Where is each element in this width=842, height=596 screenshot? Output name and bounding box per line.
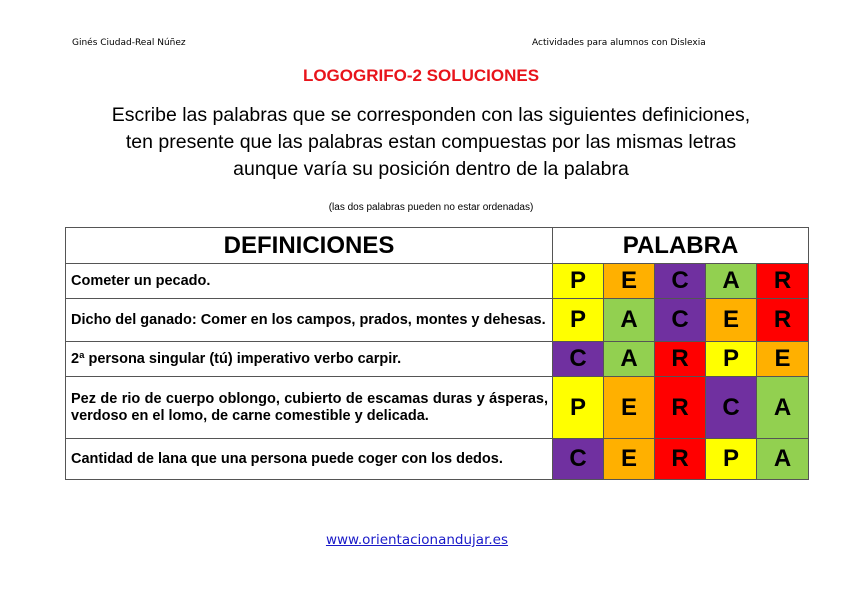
letter-cell: P: [706, 342, 757, 377]
header-subject: Actividades para alumnos con Dislexia: [532, 38, 706, 48]
letter-cell: P: [553, 377, 604, 439]
definition-cell: Cometer un pecado.: [66, 264, 553, 299]
letter-cell: A: [604, 342, 655, 377]
footer-link[interactable]: www.orientacionandujar.es: [325, 532, 509, 548]
page-title: LOGOGRIFO-2 SOLUCIONES: [302, 66, 540, 85]
definition-cell: 2ª persona singular (tú) imperativo verbo carpir.: [66, 342, 553, 377]
instructions: [60, 102, 802, 183]
letter-cell: R: [757, 299, 809, 342]
logogrifo-table: [65, 227, 809, 480]
header-author: Ginés Ciudad-Real Núñez: [72, 38, 186, 48]
instruction-line-2: ten presente que las palabras estan compuestas por las mismas letras: [125, 131, 737, 153]
letter-cell: A: [604, 299, 655, 342]
letter-cell: E: [706, 299, 757, 342]
table-row: [66, 377, 809, 439]
table-row: [66, 264, 809, 299]
letter-cell: P: [706, 439, 757, 480]
footer: [0, 532, 834, 548]
note: (las dos palabras pueden no estar ordenadas): [328, 202, 534, 213]
letter-cell: R: [655, 342, 706, 377]
column-header-word: PALABRA: [553, 228, 809, 264]
letter-cell: P: [553, 264, 604, 299]
letter-cell: A: [757, 377, 809, 439]
letter-cell: C: [553, 342, 604, 377]
letter-cell: E: [757, 342, 809, 377]
instruction-line-1: Escribe las palabras que se corresponden con las siguientes definiciones,: [111, 104, 751, 126]
letter-cell: C: [553, 439, 604, 480]
letter-cell: R: [757, 264, 809, 299]
instruction-line-3: aunque varía su posición dentro de la palabra: [233, 158, 629, 180]
letter-cell: E: [604, 264, 655, 299]
letter-cell: C: [655, 264, 706, 299]
column-header-definitions: DEFINICIONES: [66, 228, 553, 264]
letter-cell: E: [604, 439, 655, 480]
letter-cell: C: [706, 377, 757, 439]
table-row: [66, 299, 809, 342]
table-header-row: [66, 228, 809, 264]
letter-cell: E: [604, 377, 655, 439]
table-row: [66, 439, 809, 480]
letter-cell: A: [757, 439, 809, 480]
definition-cell: Pez de rio de cuerpo oblongo, cubierto de escamas duras y ásperas, verdoso en el lomo, de carne comestible y delicada.: [66, 377, 553, 439]
definition-cell: Dicho del ganado: Comer en los campos, prados, montes y dehesas.: [66, 299, 553, 342]
letter-cell: P: [553, 299, 604, 342]
letter-cell: A: [706, 264, 757, 299]
letter-cell: R: [655, 377, 706, 439]
definition-cell: Cantidad de lana que una persona puede coger con los dedos.: [66, 439, 553, 480]
letter-cell: R: [655, 439, 706, 480]
table-row: [66, 342, 809, 377]
letter-cell: C: [655, 299, 706, 342]
